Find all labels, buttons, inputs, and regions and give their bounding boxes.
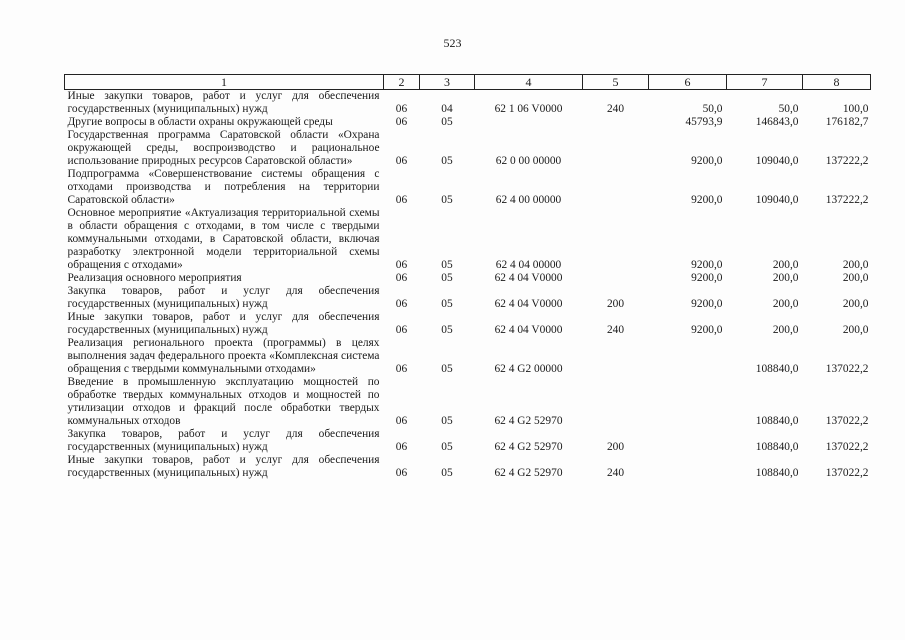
row-amount-2: 200,0 xyxy=(772,298,799,310)
row-amount-3: 137022,2 xyxy=(825,441,869,453)
row-amount-1 xyxy=(649,337,727,376)
row-subsection: 04 xyxy=(441,103,453,115)
row-expense-type xyxy=(583,337,649,376)
row-expense-type xyxy=(583,116,649,129)
row-amount-2: 50,0 xyxy=(778,103,799,115)
row-section: 06 xyxy=(395,116,408,128)
row-subsection: 05 xyxy=(441,363,453,375)
row-target-code: 62 4 04 V0000 xyxy=(494,324,563,336)
row-amount-3: 137022,2 xyxy=(825,363,869,375)
row-amount-1: 9200,0 xyxy=(691,324,723,336)
table-row xyxy=(65,90,871,117)
row-section: 06 xyxy=(395,259,408,271)
table-row xyxy=(65,337,871,376)
table-row xyxy=(65,207,871,272)
row-amount-3: 137022,2 xyxy=(825,467,869,479)
row-target-code: 62 1 06 V0000 xyxy=(494,103,563,115)
table-row xyxy=(65,376,871,428)
row-amount-2: 200,0 xyxy=(772,272,799,284)
row-amount-2: 108840,0 xyxy=(755,441,799,453)
row-target-code: 62 4 G2 52970 xyxy=(494,415,563,427)
table-row xyxy=(65,311,871,337)
header-cell-4: 4 xyxy=(475,75,583,90)
table-row xyxy=(65,168,871,207)
row-amount-3: 137222,2 xyxy=(825,194,869,206)
table-row xyxy=(65,116,871,129)
row-expense-type xyxy=(583,376,649,428)
table-row xyxy=(65,272,871,285)
row-section: 06 xyxy=(395,467,408,479)
row-amount-1 xyxy=(649,454,727,480)
row-section: 06 xyxy=(395,155,408,167)
row-amount-3: 200,0 xyxy=(842,259,869,271)
header-cell-5: 5 xyxy=(583,75,649,90)
row-amount-2: 108840,0 xyxy=(755,363,799,375)
row-target-code: 62 4 00 00000 xyxy=(495,194,562,206)
row-expense-type: 200 xyxy=(606,441,625,453)
header-cell-6: 6 xyxy=(649,75,727,90)
row-target-code: 62 4 G2 00000 xyxy=(494,363,563,375)
row-amount-1: 9200,0 xyxy=(691,272,723,284)
row-section: 06 xyxy=(395,415,408,427)
row-section: 06 xyxy=(395,103,408,115)
row-expense-type: 200 xyxy=(606,298,625,310)
row-name: Закупка товаров, работ и услуг для обеспечения государственных (муниципальных) нужд xyxy=(67,285,380,310)
row-subsection: 05 xyxy=(441,467,453,479)
row-amount-2: 109040,0 xyxy=(755,194,799,206)
header-cell-2: 2 xyxy=(384,75,420,90)
row-amount-1 xyxy=(649,428,727,454)
row-subsection: 05 xyxy=(441,415,453,427)
row-subsection: 05 xyxy=(441,155,453,167)
row-amount-2: 200,0 xyxy=(772,259,799,271)
table-row xyxy=(65,428,871,454)
row-name: Иные закупки товаров, работ и услуг для обеспечения государственных (муниципальных) нужд xyxy=(67,454,380,479)
row-amount-3: 137022,2 xyxy=(825,415,869,427)
row-amount-1: 9200,0 xyxy=(691,298,723,310)
page-number: 523 xyxy=(443,36,462,50)
row-name: Реализация регионального проекта (программы) в целях выполнения задач федерального проекта «Комплексная система обращения с твердыми коммунальными отходами» xyxy=(67,337,380,375)
row-name: Государственная программа Саратовской области «Охрана окружающей среды, воспроизводство и рациональное использование природных ресурсов Саратовской области» xyxy=(67,129,380,167)
row-subsection: 05 xyxy=(441,324,453,336)
budget-table xyxy=(64,74,871,480)
row-amount-1: 9200,0 xyxy=(691,194,723,206)
row-target-code: 62 4 04 00000 xyxy=(495,259,562,271)
row-expense-type xyxy=(583,272,649,285)
header-cell-1: 1 xyxy=(65,75,384,90)
row-name: Закупка товаров, работ и услуг для обеспечения государственных (муниципальных) нужд xyxy=(67,428,380,453)
row-target-code: 62 4 G2 52970 xyxy=(494,441,563,453)
row-subsection: 05 xyxy=(441,441,453,453)
row-name: Иные закупки товаров, работ и услуг для обеспечения государственных (муниципальных) нужд xyxy=(67,90,380,115)
row-subsection: 05 xyxy=(441,298,453,310)
header-cell-3: 3 xyxy=(420,75,475,90)
row-name: Иные закупки товаров, работ и услуг для обеспечения государственных (муниципальных) нужд xyxy=(67,311,380,336)
row-expense-type xyxy=(583,168,649,207)
row-name: Другие вопросы в области охраны окружающей среды xyxy=(67,116,333,128)
row-amount-3: 200,0 xyxy=(842,272,869,284)
row-subsection: 05 xyxy=(441,272,453,284)
row-amount-1 xyxy=(649,376,727,428)
table-header-row xyxy=(65,75,871,90)
row-expense-type xyxy=(583,207,649,272)
row-name: Основное мероприятие «Актуализация территориальной схемы в области обращения с отходами, в том числе с твердыми коммунальными отходами, в Саратовской области, включая разработку электронной модели территориальной схемы обращения с отходами» xyxy=(67,207,380,271)
header-cell-7: 7 xyxy=(727,75,803,90)
row-amount-3: 100,0 xyxy=(842,103,869,115)
row-amount-2: 200,0 xyxy=(772,324,799,336)
header-cell-8: 8 xyxy=(803,75,871,90)
table-row xyxy=(65,129,871,168)
row-amount-3: 176182,7 xyxy=(825,116,869,128)
row-section: 06 xyxy=(395,363,408,375)
row-subsection: 05 xyxy=(441,259,453,271)
row-section: 06 xyxy=(395,272,408,284)
row-amount-2: 109040,0 xyxy=(755,155,799,167)
row-target-code: 62 4 G2 52970 xyxy=(494,467,563,479)
row-target-code: 62 4 04 V0000 xyxy=(494,298,563,310)
row-subsection: 05 xyxy=(441,116,453,128)
row-amount-2: 108840,0 xyxy=(755,415,799,427)
row-amount-3: 200,0 xyxy=(842,298,869,310)
row-amount-1: 45793,9 xyxy=(685,116,723,128)
row-section: 06 xyxy=(395,324,408,336)
row-target-code: 62 4 04 V0000 xyxy=(494,272,563,284)
row-amount-3: 200,0 xyxy=(842,324,869,336)
row-section: 06 xyxy=(395,298,408,310)
row-amount-1: 9200,0 xyxy=(691,259,723,271)
row-expense-type xyxy=(583,129,649,168)
row-target-code xyxy=(475,116,583,129)
row-section: 06 xyxy=(395,194,408,206)
row-amount-2: 108840,0 xyxy=(755,467,799,479)
row-target-code: 62 0 00 00000 xyxy=(495,155,562,167)
row-amount-2: 146843,0 xyxy=(755,116,799,128)
row-section: 06 xyxy=(395,441,408,453)
table-row xyxy=(65,285,871,311)
row-name: Введение в промышленную эксплуатацию мощностей по обработке твердых коммунальных отходов и мощностей по утилизации отходов и фракций после обработки твердых коммунальных отходов xyxy=(67,376,380,427)
row-expense-type: 240 xyxy=(606,467,625,479)
row-name: Реализация основного мероприятия xyxy=(67,272,242,284)
row-subsection: 05 xyxy=(441,194,453,206)
row-expense-type: 240 xyxy=(606,324,625,336)
row-amount-1: 9200,0 xyxy=(691,155,723,167)
row-expense-type: 240 xyxy=(606,103,625,115)
row-name: Подпрограмма «Совершенствование системы обращения с отходами производства и потребления на территории Саратовской области» xyxy=(67,168,380,206)
table-row xyxy=(65,454,871,480)
row-amount-1: 50,0 xyxy=(702,103,723,115)
row-amount-3: 137222,2 xyxy=(825,155,869,167)
